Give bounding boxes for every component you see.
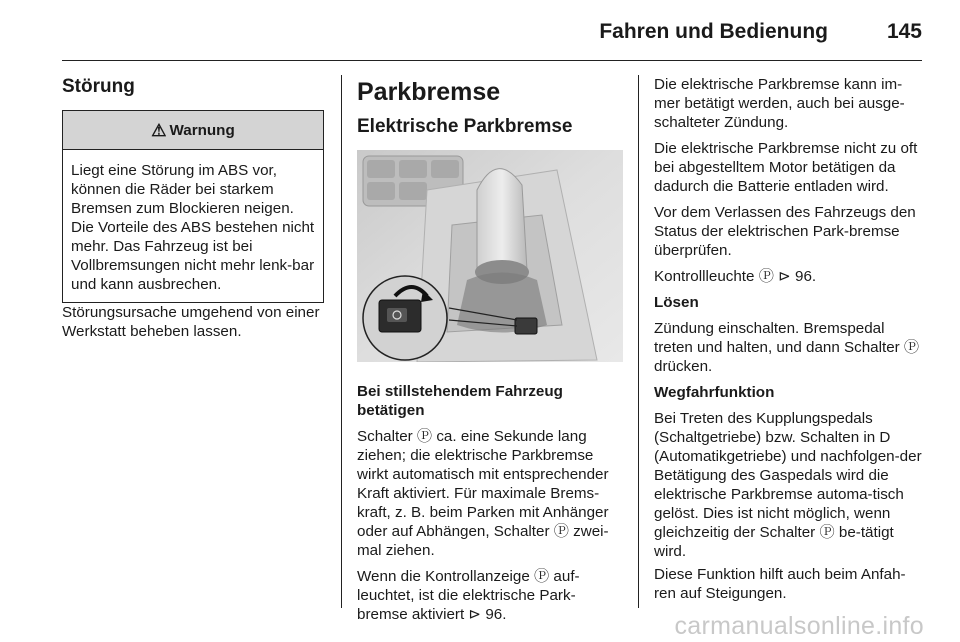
parking-brake-console-photo (357, 150, 623, 362)
drive-away-text: Bei Treten des Kupplungspedals (Schaltgetriebe) bzw. Schalten in D (Automatikgetriebe) und nachfolgen-der Betätigung des Gaspedals wird die elektrische Parkbremse automa-tisch gelöst. Dies ist nicht möglich, wenn gleichzeitig der Schalter Ⓟ be-tätigt wird. (654, 410, 922, 560)
section-title-stoerung: Störung (62, 76, 135, 97)
section-title-parkbremse: Parkbremse (357, 78, 501, 106)
release-heading: Lösen (654, 294, 699, 311)
page-header-title: Fahren und Bedienung (599, 20, 828, 43)
page-number: 145 (886, 20, 922, 43)
indicator-text: Wenn die Kontrollanzeige Ⓟ auf-leuchtet, ist die elektrische Park-bremse aktiviert ⊳ 96. (357, 568, 580, 623)
paragraph-battery: Die elektrische Parkbremse nicht zu oft bei abgestelltem Motor betätigen da dadurch die Batterie entladen wird. (654, 140, 918, 195)
warning-box (62, 110, 324, 303)
warning-triangle-icon: ⚠ (151, 120, 167, 140)
release-text: Zündung einschalten. Bremspedal treten und halten, und dann Schalter Ⓟ drücken. (654, 320, 920, 375)
drive-away-heading: Wegfahrfunktion (654, 384, 775, 401)
header-rule (62, 60, 922, 61)
column-2 (357, 75, 625, 631)
activate-text: Schalter Ⓟ ca. eine Sekunde lang ziehen; die elektrische Parkbremse wirkt automatisch mit entsprechender Kraft aktiviert. Für maximale Brems-kraft, z. B. beim Parken mit Anhänger oder auf Abhängen, Schalter Ⓟ zwei-mal ziehen. (357, 428, 609, 559)
watermark: carmanualsonline.info (674, 612, 924, 640)
activate-heading: Bei stillstehendem Fahrzeug betätigen (357, 383, 563, 419)
drive-away-text-2: Diese Funktion hilft auch beim Anfah-ren auf Steigungen. (654, 566, 906, 602)
paragraph-operation: Die elektrische Parkbremse kann im-mer betätigt werden, auch bei ausge-schalteter Zündung. (654, 76, 905, 131)
column-divider-2 (638, 75, 639, 608)
warning-text: Liegt eine Störung im ABS vor, können die Räder bei starkem Bremsen zum Blockieren neigen. Die Vorteile des ABS bestehen nicht mehr. Das Fahrzeug ist bei Vollbremsungen nicht mehr lenk-bar und kann ausbrechen. (71, 162, 315, 293)
column-3 (654, 75, 924, 610)
column-1 (62, 75, 324, 348)
subsection-title: Elektrische Parkbremse (357, 116, 573, 137)
paragraph-indicator-ref: Kontrollleuchte Ⓟ ⊳ 96. (654, 268, 817, 285)
paragraph-check-status: Vor dem Verlassen des Fahrzeugs den Status der elektrischen Park-bremse überprüfen. (654, 204, 916, 259)
fault-instruction-text: Störungsursache umgehend von einer Werkstatt beheben lassen. (62, 304, 320, 340)
column-divider-1 (341, 75, 342, 608)
warning-header (63, 111, 323, 150)
warning-label: Warnung (169, 121, 235, 139)
